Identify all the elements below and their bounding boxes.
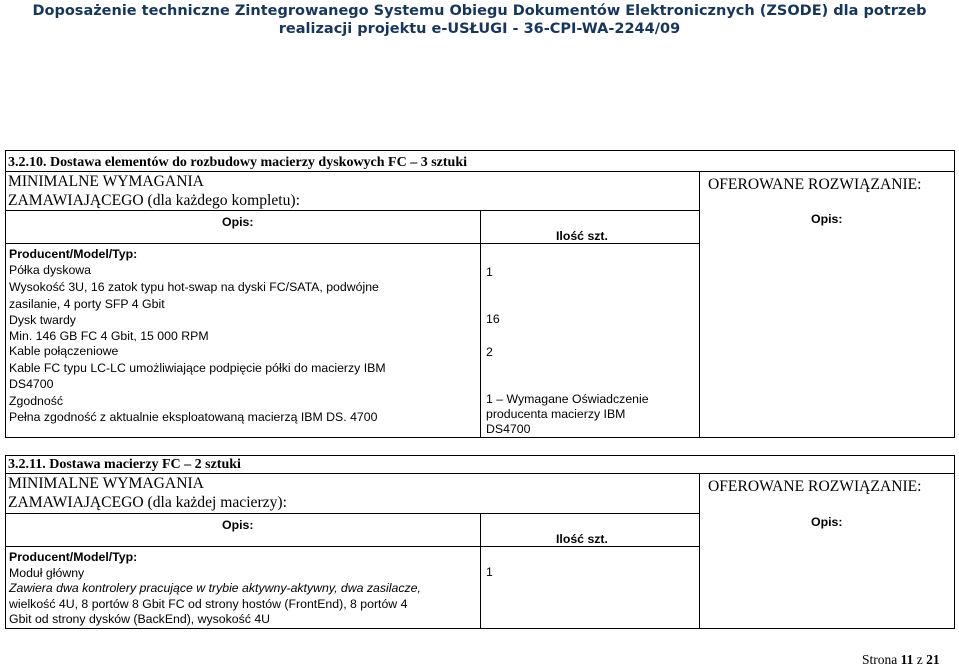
s1-item-2-qty: 16 xyxy=(486,312,500,326)
s1-bottom-border xyxy=(5,437,955,438)
s2-quantity-header: Ilość szt. xyxy=(556,532,608,546)
footer-page: 11 xyxy=(900,652,914,667)
s1-item-2-desc-1: Min. 146 GB FC 4 Gbit, 15 000 RPM xyxy=(9,329,209,343)
s1-item-2-name: Dysk twardy xyxy=(9,313,76,327)
s2-right-border xyxy=(954,455,955,628)
s2-item-1-desc-2: wielkość 4U, 8 portów 8 Gbit FC od strony hostów (FrontEnd), 8 portów 4 xyxy=(9,597,408,611)
s2-top-border xyxy=(5,455,954,456)
s2-subrow-divider xyxy=(5,513,699,514)
s1-item-3-qty: 2 xyxy=(486,345,493,359)
s1-right-border xyxy=(954,150,955,437)
s2-item-1-qty: 1 xyxy=(486,565,493,579)
s1-item-1-qty: 1 xyxy=(486,265,493,279)
s1-item-1-desc-2: zasilanie, 4 porty SFP 4 Gbit xyxy=(9,297,165,311)
s1-subrow-divider xyxy=(5,210,699,211)
footer-total: 21 xyxy=(926,652,940,667)
header-line-1: Doposażenie techniczne Zintegrowanego Systemu Obiegu Dokumentów Elektronicznych (ZSODE) dla potrzeb xyxy=(32,3,927,19)
s1-item-4-desc-1: Pełna zgodność z aktualnie eksploatowaną macierzą IBM DS. 4700 xyxy=(9,410,378,424)
s2-col-divider-left xyxy=(480,513,481,628)
s2-col-divider-right xyxy=(699,473,700,628)
s1-item-3-name: Kable połączeniowe xyxy=(9,344,119,358)
footer-sep: z xyxy=(916,652,923,667)
s1-item-3-desc-1: Kable FC typu LC-LC umożliwiające podpięcie półki do macierzy IBM xyxy=(9,361,386,375)
header-line-2: realizacji projektu e-USŁUGI - 36-CPI-WA-2244/09 xyxy=(278,21,681,37)
s1-left-border xyxy=(5,150,6,437)
s1-requirements-heading-2: ZAMAWIAJĄCEGO (dla każdego kompletu): xyxy=(8,192,300,209)
s2-bottom-border xyxy=(5,628,955,629)
s1-item-4-qty-2: producenta macierzy IBM xyxy=(486,407,626,421)
section-1-title: 3.2.10. Dostawa elementów do rozbudowy macierzy dyskowych FC – 3 sztuki xyxy=(8,155,467,170)
s2-left-border xyxy=(5,455,6,628)
s1-col-divider-right xyxy=(699,171,700,437)
s1-item-1-name: Półka dyskowa xyxy=(9,263,92,277)
s2-item-1-name: Moduł główny xyxy=(9,566,85,580)
s2-producer-label: Producent/Model/Typ: xyxy=(9,550,138,564)
s2-opis-label: Opis: xyxy=(222,518,254,532)
s1-opis-label: Opis: xyxy=(222,215,254,229)
s1-item-1-desc-1: Wysokość 3U, 16 zatok typu hot-swap na dyski FC/SATA, podwójne xyxy=(9,280,379,294)
document-header xyxy=(0,2,959,38)
s2-item-1-desc-3: Gbit od strony dysków (BackEnd), wysokość 4U xyxy=(9,612,271,626)
s1-item-4-qty-3: DS4700 xyxy=(486,422,531,436)
s2-requirements-heading-1: MINIMALNE WYMAGANIA xyxy=(8,475,204,492)
s2-opis-right-label: Opis: xyxy=(811,515,843,529)
section-2-title: 3.2.11. Dostawa macierzy FC – 2 sztuki xyxy=(8,457,241,472)
s1-item-3-desc-2: DS4700 xyxy=(9,377,54,391)
s1-opis-right-label: Opis: xyxy=(811,212,843,226)
s1-offered-solution-heading: OFEROWANE ROZWIĄZANIE: xyxy=(708,176,922,193)
s2-offered-solution-heading: OFEROWANE ROZWIĄZANIE: xyxy=(708,478,922,495)
s1-producer-label: Producent/Model/Typ: xyxy=(9,247,138,261)
s2-requirements-heading-2: ZAMAWIAJĄCEGO (dla każdej macierzy): xyxy=(8,494,287,511)
s1-item-4-qty-1: 1 – Wymagane Oświadczenie xyxy=(486,392,649,406)
s1-col-divider-left xyxy=(480,210,481,437)
s2-row-divider xyxy=(5,473,954,474)
page-footer xyxy=(862,652,940,668)
s1-top-border xyxy=(5,150,954,151)
s2-item-1-desc-1: Zawiera dwa kontrolery pracujące w trybie aktywny-aktywny, dwa zasilacze, xyxy=(9,581,421,595)
footer-label: Strona xyxy=(862,652,898,667)
s1-item-4-name: Zgodność xyxy=(9,394,64,408)
s1-row-divider xyxy=(5,171,954,172)
s1-requirements-heading-1: MINIMALNE WYMAGANIA xyxy=(8,173,204,190)
s1-quantity-header: Ilość szt. xyxy=(556,229,608,243)
